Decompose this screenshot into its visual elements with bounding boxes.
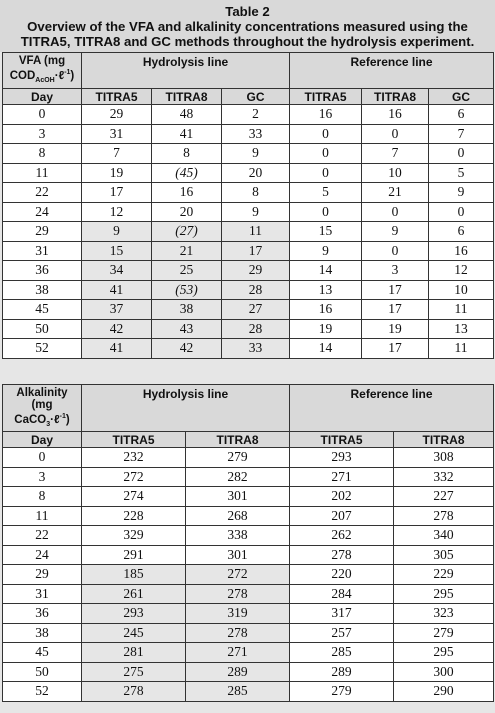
day-cell: 45 xyxy=(3,300,82,320)
value-cell: 12 xyxy=(82,202,152,222)
value-cell: 305 xyxy=(394,545,494,565)
value-cell: 279 xyxy=(290,682,394,702)
value-cell: 228 xyxy=(82,506,186,526)
value-cell: 8 xyxy=(222,183,290,203)
value-cell: 278 xyxy=(394,506,494,526)
table-row xyxy=(3,565,494,585)
value-cell: 31 xyxy=(82,124,152,144)
col-header: TITRA8 xyxy=(394,432,494,448)
table-row xyxy=(3,144,494,164)
value-cell: 3 xyxy=(362,261,429,281)
day-cell: 36 xyxy=(3,604,82,624)
value-cell: 282 xyxy=(186,467,290,487)
vfa-hydrolysis-header: Hydrolysis line xyxy=(82,53,290,89)
value-cell: 17 xyxy=(82,183,152,203)
caption-line-3: TITRA5, TITRA8 and GC methods throughout the hydrolysis experiment. xyxy=(20,34,475,49)
value-cell: 290 xyxy=(394,682,494,702)
value-cell: 41 xyxy=(82,339,152,359)
alk-table-body xyxy=(3,448,494,702)
day-cell: 3 xyxy=(3,124,82,144)
col-header: TITRA8 xyxy=(186,432,290,448)
value-cell: 0 xyxy=(290,163,362,183)
table-row xyxy=(3,300,494,320)
value-cell: 41 xyxy=(152,124,222,144)
value-cell: 42 xyxy=(152,339,222,359)
col-header: TITRA5 xyxy=(290,432,394,448)
vfa-reference-header: Reference line xyxy=(290,53,494,89)
value-cell: 14 xyxy=(290,261,362,281)
value-cell: 9 xyxy=(429,183,494,203)
day-cell: 22 xyxy=(3,183,82,203)
value-cell: 16 xyxy=(152,183,222,203)
value-cell: 19 xyxy=(290,319,362,339)
alk-column-header xyxy=(3,432,494,448)
value-cell: 15 xyxy=(82,241,152,261)
table-row xyxy=(3,487,494,507)
caption-line-2: Overview of the VFA and alkalinity concentrations measured using the xyxy=(27,19,468,34)
value-cell: 257 xyxy=(290,623,394,643)
value-cell: 9 xyxy=(82,222,152,242)
table-row xyxy=(3,545,494,565)
value-cell: 293 xyxy=(290,448,394,468)
value-cell: 229 xyxy=(394,565,494,585)
value-cell: 274 xyxy=(82,487,186,507)
value-cell: 11 xyxy=(429,300,494,320)
day-cell: 52 xyxy=(3,682,82,702)
value-cell: 7 xyxy=(362,144,429,164)
value-cell: 9 xyxy=(290,241,362,261)
col-header: TITRA5 xyxy=(82,432,186,448)
value-cell: 7 xyxy=(429,124,494,144)
value-cell: 41 xyxy=(82,280,152,300)
day-cell: 8 xyxy=(3,487,82,507)
value-cell: 19 xyxy=(362,319,429,339)
value-cell: 272 xyxy=(82,467,186,487)
table-row xyxy=(3,163,494,183)
value-cell: 220 xyxy=(290,565,394,585)
table-row xyxy=(3,280,494,300)
value-cell: 0 xyxy=(429,144,494,164)
day-cell: 31 xyxy=(3,584,82,604)
value-cell: 279 xyxy=(186,448,290,468)
value-cell: 284 xyxy=(290,584,394,604)
value-cell: 38 xyxy=(152,300,222,320)
value-cell: 2 xyxy=(222,105,290,125)
day-cell: 29 xyxy=(3,565,82,585)
day-cell: 38 xyxy=(3,623,82,643)
value-cell: 13 xyxy=(429,319,494,339)
value-cell: 28 xyxy=(222,319,290,339)
value-cell: 15 xyxy=(290,222,362,242)
value-cell: 34 xyxy=(82,261,152,281)
table-row xyxy=(3,319,494,339)
value-cell: (27) xyxy=(152,222,222,242)
value-cell: 278 xyxy=(290,545,394,565)
value-cell: 13 xyxy=(290,280,362,300)
value-cell: 332 xyxy=(394,467,494,487)
day-cell: 45 xyxy=(3,643,82,663)
value-cell: 261 xyxy=(82,584,186,604)
value-cell: 295 xyxy=(394,643,494,663)
table-row xyxy=(3,506,494,526)
value-cell: 285 xyxy=(290,643,394,663)
value-cell: 37 xyxy=(82,300,152,320)
col-header: GC xyxy=(429,89,494,105)
value-cell: 21 xyxy=(362,183,429,203)
table-row xyxy=(3,241,494,261)
alk-group-header xyxy=(3,385,494,432)
value-cell: 42 xyxy=(82,319,152,339)
day-cell: 11 xyxy=(3,506,82,526)
table-row xyxy=(3,202,494,222)
value-cell: 329 xyxy=(82,526,186,546)
vfa-group-header xyxy=(3,53,494,89)
value-cell: 300 xyxy=(394,662,494,682)
value-cell: 10 xyxy=(429,280,494,300)
table-row xyxy=(3,222,494,242)
value-cell: 281 xyxy=(82,643,186,663)
value-cell: 29 xyxy=(82,105,152,125)
day-cell: 8 xyxy=(3,144,82,164)
value-cell: 11 xyxy=(429,339,494,359)
value-cell: 293 xyxy=(82,604,186,624)
col-header: TITRA5 xyxy=(82,89,152,105)
table-row xyxy=(3,261,494,281)
col-header: TITRA8 xyxy=(152,89,222,105)
value-cell: 0 xyxy=(290,202,362,222)
value-cell: 16 xyxy=(429,241,494,261)
vfa-corner-header: VFA (mg $COD_{AcOH}\cdot\ell^{-1}$) xyxy=(3,53,82,89)
value-cell: 43 xyxy=(152,319,222,339)
day-cell: 50 xyxy=(3,319,82,339)
day-cell: 0 xyxy=(3,105,82,125)
value-cell: 0 xyxy=(362,124,429,144)
alk-corner-header: Alkalinity (mg CaCO$_3$·ℓ$^{-1}$) xyxy=(3,385,82,432)
value-cell: 295 xyxy=(394,584,494,604)
value-cell: 5 xyxy=(429,163,494,183)
value-cell: 317 xyxy=(290,604,394,624)
value-cell: 319 xyxy=(186,604,290,624)
value-cell: 245 xyxy=(82,623,186,643)
value-cell: 0 xyxy=(362,202,429,222)
value-cell: 291 xyxy=(82,545,186,565)
alk-hydrolysis-header: Hydrolysis line xyxy=(82,385,290,432)
value-cell: 9 xyxy=(222,144,290,164)
value-cell: 29 xyxy=(222,261,290,281)
value-cell: 19 xyxy=(82,163,152,183)
value-cell: 301 xyxy=(186,545,290,565)
value-cell: 16 xyxy=(290,105,362,125)
value-cell: 25 xyxy=(152,261,222,281)
day-cell: 38 xyxy=(3,280,82,300)
value-cell: 278 xyxy=(82,682,186,702)
day-cell: 11 xyxy=(3,163,82,183)
table-row xyxy=(3,339,494,359)
value-cell: 11 xyxy=(222,222,290,242)
table-row xyxy=(3,662,494,682)
table-row xyxy=(3,183,494,203)
value-cell: 262 xyxy=(290,526,394,546)
value-cell: 8 xyxy=(152,144,222,164)
table-row xyxy=(3,526,494,546)
col-header: GC xyxy=(222,89,290,105)
table-row xyxy=(3,467,494,487)
value-cell: 20 xyxy=(152,202,222,222)
day-cell: 52 xyxy=(3,339,82,359)
value-cell: 6 xyxy=(429,222,494,242)
value-cell: 338 xyxy=(186,526,290,546)
table-row xyxy=(3,448,494,468)
value-cell: (53) xyxy=(152,280,222,300)
value-cell: 0 xyxy=(362,241,429,261)
value-cell: 340 xyxy=(394,526,494,546)
day-cell: 29 xyxy=(3,222,82,242)
value-cell: 17 xyxy=(222,241,290,261)
value-cell: 6 xyxy=(429,105,494,125)
alk-reference-header: Reference line xyxy=(290,385,494,432)
day-cell: 31 xyxy=(3,241,82,261)
caption-title: Table 2 xyxy=(225,4,270,19)
value-cell: 289 xyxy=(290,662,394,682)
value-cell: 0 xyxy=(290,124,362,144)
value-cell: 285 xyxy=(186,682,290,702)
value-cell: 5 xyxy=(290,183,362,203)
value-cell: 207 xyxy=(290,506,394,526)
value-cell: 279 xyxy=(394,623,494,643)
value-cell: 227 xyxy=(394,487,494,507)
value-cell: 27 xyxy=(222,300,290,320)
vfa-column-header xyxy=(3,89,494,105)
alkalinity-table xyxy=(2,384,494,702)
col-header: Day xyxy=(3,432,82,448)
day-cell: 3 xyxy=(3,467,82,487)
value-cell: 17 xyxy=(362,300,429,320)
vfa-table xyxy=(2,52,494,359)
value-cell: 185 xyxy=(82,565,186,585)
value-cell: 0 xyxy=(429,202,494,222)
value-cell: 16 xyxy=(290,300,362,320)
day-cell: 0 xyxy=(3,448,82,468)
value-cell: 202 xyxy=(290,487,394,507)
value-cell: 33 xyxy=(222,339,290,359)
value-cell: 271 xyxy=(186,643,290,663)
day-cell: 36 xyxy=(3,261,82,281)
col-header: Day xyxy=(3,89,82,105)
value-cell: 20 xyxy=(222,163,290,183)
table-row xyxy=(3,682,494,702)
value-cell: 10 xyxy=(362,163,429,183)
table-row xyxy=(3,124,494,144)
col-header: TITRA5 xyxy=(290,89,362,105)
table-row xyxy=(3,643,494,663)
value-cell: 289 xyxy=(186,662,290,682)
table-row xyxy=(3,105,494,125)
value-cell: 268 xyxy=(186,506,290,526)
value-cell: 12 xyxy=(429,261,494,281)
table-caption xyxy=(0,0,495,52)
value-cell: 301 xyxy=(186,487,290,507)
value-cell: 33 xyxy=(222,124,290,144)
value-cell: 28 xyxy=(222,280,290,300)
col-header: TITRA8 xyxy=(362,89,429,105)
day-cell: 24 xyxy=(3,545,82,565)
value-cell: 48 xyxy=(152,105,222,125)
value-cell: 7 xyxy=(82,144,152,164)
value-cell: 9 xyxy=(362,222,429,242)
value-cell: 17 xyxy=(362,280,429,300)
day-cell: 24 xyxy=(3,202,82,222)
day-cell: 50 xyxy=(3,662,82,682)
value-cell: 278 xyxy=(186,584,290,604)
vfa-table-body xyxy=(3,105,494,359)
value-cell: 308 xyxy=(394,448,494,468)
value-cell: 16 xyxy=(362,105,429,125)
table-row xyxy=(3,604,494,624)
value-cell: 275 xyxy=(82,662,186,682)
day-cell: 22 xyxy=(3,526,82,546)
value-cell: 17 xyxy=(362,339,429,359)
value-cell: 232 xyxy=(82,448,186,468)
value-cell: 9 xyxy=(222,202,290,222)
value-cell: 14 xyxy=(290,339,362,359)
table-row xyxy=(3,584,494,604)
value-cell: 21 xyxy=(152,241,222,261)
value-cell: (45) xyxy=(152,163,222,183)
table-row xyxy=(3,623,494,643)
value-cell: 272 xyxy=(186,565,290,585)
value-cell: 0 xyxy=(290,144,362,164)
value-cell: 271 xyxy=(290,467,394,487)
value-cell: 323 xyxy=(394,604,494,624)
value-cell: 278 xyxy=(186,623,290,643)
